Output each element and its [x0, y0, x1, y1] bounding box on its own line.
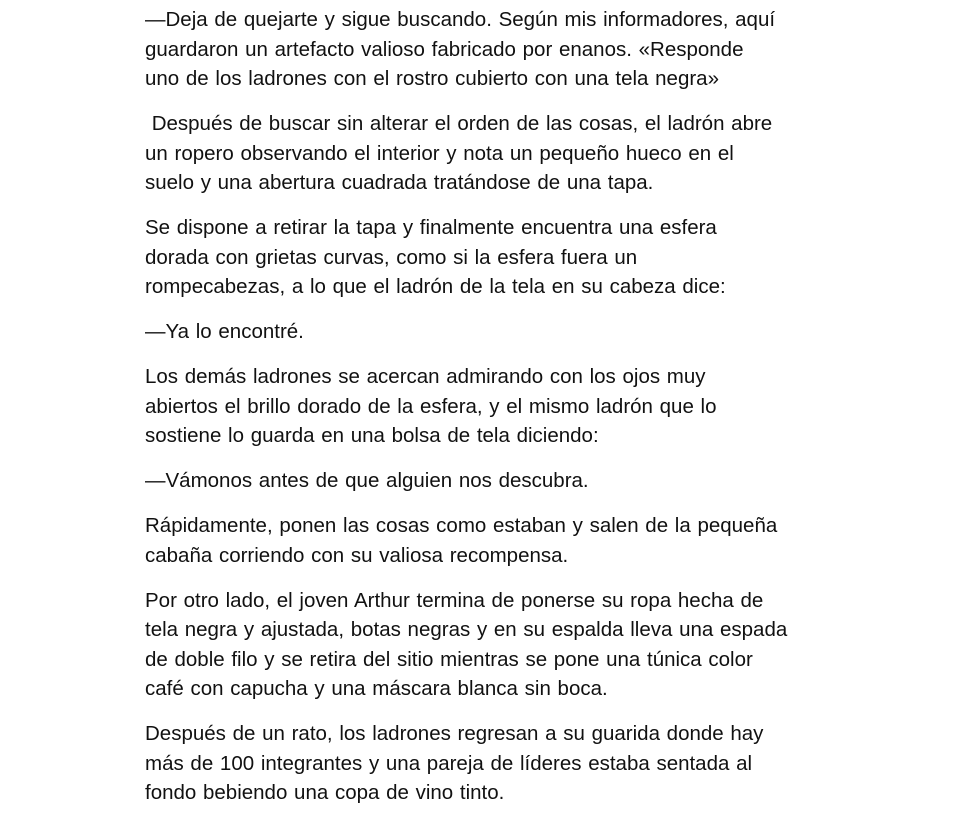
text-line: Los demás ladrones se acercan admirando con los ojos muy [145, 365, 706, 388]
text-line: café con capucha y una máscara blanca sin boca. [145, 677, 608, 700]
text-line: sostiene lo guarda en una bolsa de tela diciendo: [145, 424, 599, 447]
text-line: guardaron un artefacto valioso fabricado por enanos. «Responde [145, 37, 744, 61]
text-line: rompecabezas, a lo que el ladrón de la tela en su cabeza dice: [145, 275, 726, 298]
text-line: suelo y una abertura cuadrada tratándose de una tapa. [145, 171, 654, 194]
text-line: uno de los ladrones con el rostro cubierto con una tela negra» [145, 67, 719, 90]
paragraph [145, 317, 845, 347]
text-line: Rápidamente, ponen las cosas como estaban y salen de la pequeña [145, 514, 778, 537]
text-line: Por otro lado, el joven Arthur termina de ponerse su ropa hecha de [145, 588, 764, 612]
paragraph [145, 213, 845, 302]
text-line: Se dispone a retirar la tapa y finalmente encuentra una esfera [145, 216, 717, 239]
text-line: Después de un rato, los ladrones regresan a su guarida donde hay [145, 722, 764, 745]
text-line: —Vámonos antes de que alguien nos descubra. [145, 469, 589, 492]
story-text [145, 5, 845, 823]
text-line: Después de buscar sin alterar el orden de las cosas, el ladrón abre [145, 112, 773, 135]
text-line: cabaña corriendo con su valiosa recompensa. [145, 543, 569, 567]
text-line: más de 100 integrantes y una pareja de líderes estaba sentada al [145, 751, 753, 775]
paragraph [145, 5, 845, 94]
text-line: tela negra y ajustada, botas negras y en su espalda lleva una espada [145, 618, 788, 641]
paragraph [145, 362, 845, 451]
text-line: —Ya lo encontré. [145, 320, 304, 343]
paragraph [145, 109, 845, 198]
text-line: abiertos el brillo dorado de la esfera, y el mismo ladrón que lo [145, 394, 717, 418]
text-line: —Deja de quejarte y sigue buscando. Según mis informadores, aquí [145, 8, 776, 31]
text-line: dorada con grietas curvas, como si la esfera fuera un [145, 245, 638, 269]
paragraph [145, 511, 845, 570]
paragraph [145, 586, 845, 704]
text-line: de doble filo y se retira del sitio mientras se pone una túnica color [145, 647, 753, 671]
text-line: un ropero observando el interior y nota un pequeño hueco en el [145, 141, 734, 165]
text-line: fondo bebiendo una copa de vino tinto. [145, 781, 505, 804]
paragraph [145, 719, 845, 808]
paragraph [145, 466, 845, 496]
